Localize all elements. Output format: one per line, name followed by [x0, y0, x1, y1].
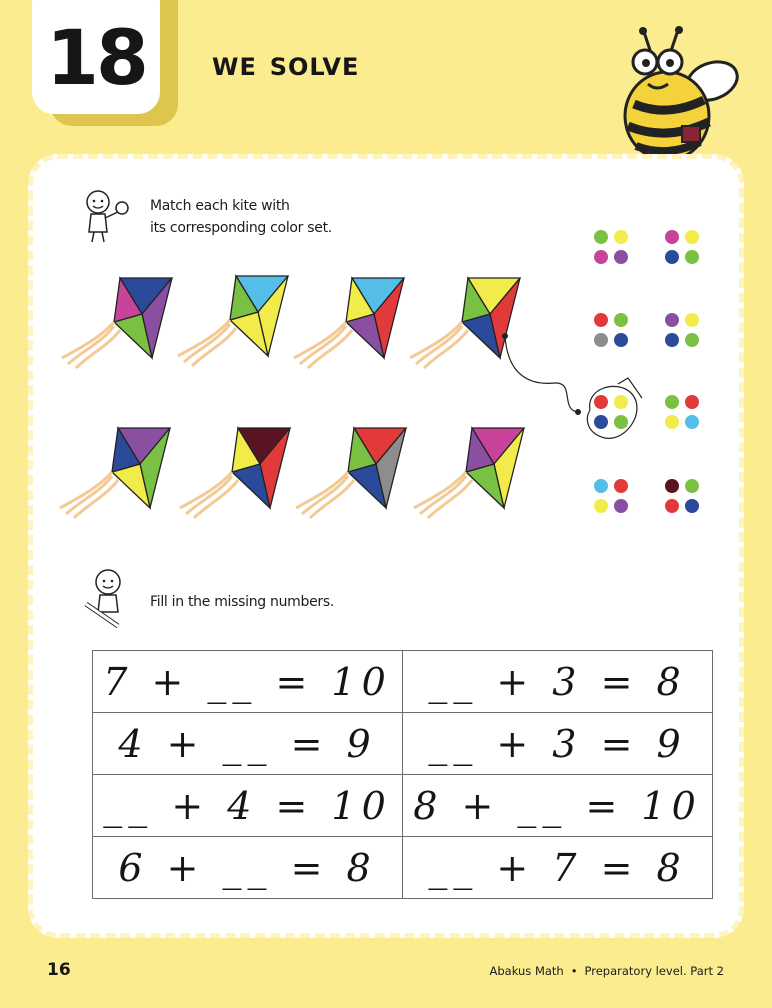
equation-row [93, 713, 713, 775]
color-dot [594, 479, 608, 493]
task1-line1: Match each kite with [150, 198, 290, 214]
equation-row [93, 837, 713, 899]
color-dot [665, 230, 679, 244]
equation-cell[interactable] [403, 713, 713, 775]
color-dot [594, 333, 608, 347]
lesson-title: we solve [212, 44, 360, 84]
color-dot [685, 395, 699, 409]
color-dot [614, 313, 628, 327]
color-set[interactable] [594, 230, 628, 264]
color-dot [665, 415, 679, 429]
lesson-number: 18 [46, 12, 146, 102]
color-dot [614, 250, 628, 264]
color-dot [685, 479, 699, 493]
footer-separator: • [570, 964, 578, 978]
color-dot [665, 479, 679, 493]
color-dot [685, 250, 699, 264]
equation-cell[interactable] [93, 837, 403, 899]
kite-icon[interactable] [62, 278, 172, 368]
color-dot [665, 333, 679, 347]
color-dot [614, 395, 628, 409]
color-dot [614, 499, 628, 513]
kite-icon[interactable] [294, 278, 404, 368]
footer-book-info [489, 964, 724, 978]
task2-instruction: Fill in the missing numbers. [150, 594, 334, 610]
kite-icon[interactable] [60, 428, 170, 518]
color-set[interactable] [594, 395, 628, 429]
match-start-dot [502, 333, 508, 339]
kite-icon[interactable] [410, 278, 520, 368]
kite-icon[interactable] [414, 428, 524, 518]
equation: 8 + __ = 10 [413, 783, 702, 828]
color-set[interactable] [665, 230, 699, 264]
color-dot [614, 415, 628, 429]
footer-level: Preparatory level. Part 2 [584, 964, 724, 978]
equation: 7 + __ = 10 [103, 659, 392, 704]
example-match-line [505, 336, 578, 412]
color-dot [665, 395, 679, 409]
color-dot [594, 395, 608, 409]
equation-cell[interactable] [93, 713, 403, 775]
kite-icon[interactable] [178, 276, 288, 366]
color-dot [685, 313, 699, 327]
color-dot [594, 499, 608, 513]
color-dot [594, 230, 608, 244]
equation-row [93, 775, 713, 837]
equation: __ + 4 = 10 [103, 783, 392, 828]
equation-cell[interactable] [93, 775, 403, 837]
equation-cell[interactable] [93, 651, 403, 713]
kite-icon[interactable] [296, 428, 406, 518]
match-end-dot [575, 409, 581, 415]
color-set[interactable] [665, 313, 699, 347]
color-dot [665, 313, 679, 327]
kid-with-pencil-icon [78, 566, 138, 630]
equation-cell[interactable] [403, 651, 713, 713]
equation-cell[interactable] [403, 837, 713, 899]
color-dot [594, 313, 608, 327]
color-dot [614, 333, 628, 347]
equation-row [93, 651, 713, 713]
page-number: 16 [47, 960, 71, 980]
color-dot [685, 499, 699, 513]
equation-cell[interactable] [403, 775, 713, 837]
equation: 4 + __ = 9 [118, 721, 377, 766]
color-set[interactable] [594, 479, 628, 513]
color-set[interactable] [665, 395, 699, 429]
color-dot [614, 479, 628, 493]
equation: 6 + __ = 8 [118, 845, 377, 890]
equation: __ + 7 = 8 [428, 845, 687, 890]
color-dot [685, 230, 699, 244]
example-match-circle [587, 386, 637, 438]
color-dot [685, 333, 699, 347]
equation: __ + 3 = 8 [428, 659, 687, 704]
color-dot [665, 499, 679, 513]
color-dot [685, 415, 699, 429]
equation-table [92, 650, 713, 899]
color-dot [665, 250, 679, 264]
task1-line2: its corresponding color set. [150, 220, 332, 236]
equation: __ + 3 = 9 [428, 721, 687, 766]
color-dot [594, 415, 608, 429]
color-dot [594, 250, 608, 264]
color-set[interactable] [665, 479, 699, 513]
color-set[interactable] [594, 313, 628, 347]
footer-book-title: Abakus Math [489, 964, 564, 978]
color-dot [614, 230, 628, 244]
kite-icon[interactable] [180, 428, 290, 518]
